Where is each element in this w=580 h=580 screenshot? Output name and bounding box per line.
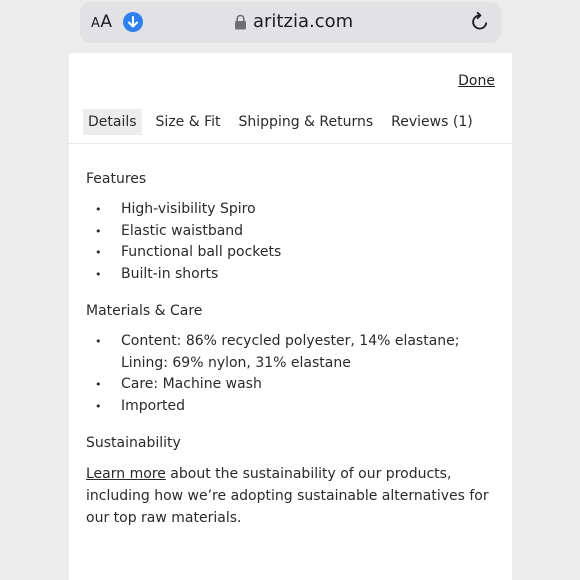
features-heading: Features (86, 171, 147, 187)
text-size-small-glyph: A (91, 16, 101, 31)
lock-icon (234, 14, 247, 30)
tab-size-fit[interactable]: Size & Fit (155, 114, 221, 130)
list-item: • Functional ball pockets (86, 242, 496, 264)
list-item: • Built-in shorts (86, 264, 496, 286)
text-size-button[interactable] (91, 12, 113, 32)
materials-list (86, 331, 496, 417)
tabs-divider (69, 143, 512, 144)
sustainability-text (86, 463, 496, 529)
sustainability-heading: Sustainability (86, 435, 181, 451)
list-item: • High-visibility Spiro (86, 199, 496, 221)
details-tabs (83, 109, 487, 135)
sustainability-body: about the sustainability of our products, including how we’re adopting sustainable alternatives for our top raw materials. (86, 466, 489, 526)
product-details-panel (69, 53, 512, 580)
reload-icon[interactable] (469, 11, 491, 33)
address-bar[interactable] (80, 2, 501, 42)
list-item: • Content: 86% recycled polyester, 14% elastane; Lining: 69% nylon, 31% elastane (86, 331, 496, 374)
done-button[interactable]: Done (458, 73, 495, 89)
features-list (86, 199, 496, 285)
materials-heading: Materials & Care (86, 303, 203, 319)
url-domain[interactable]: aritzia.com (253, 11, 354, 32)
list-item: • Imported (86, 396, 496, 418)
tab-details[interactable]: Details (83, 109, 142, 135)
list-item: • Care: Machine wash (86, 374, 496, 396)
tab-reviews[interactable]: Reviews (1) (391, 114, 473, 130)
download-icon[interactable] (123, 12, 143, 32)
learn-more-link[interactable]: Learn more (86, 466, 166, 482)
list-item: • Elastic waistband (86, 221, 496, 243)
text-size-large-glyph: A (100, 12, 113, 32)
tab-shipping-returns[interactable]: Shipping & Returns (238, 114, 374, 130)
